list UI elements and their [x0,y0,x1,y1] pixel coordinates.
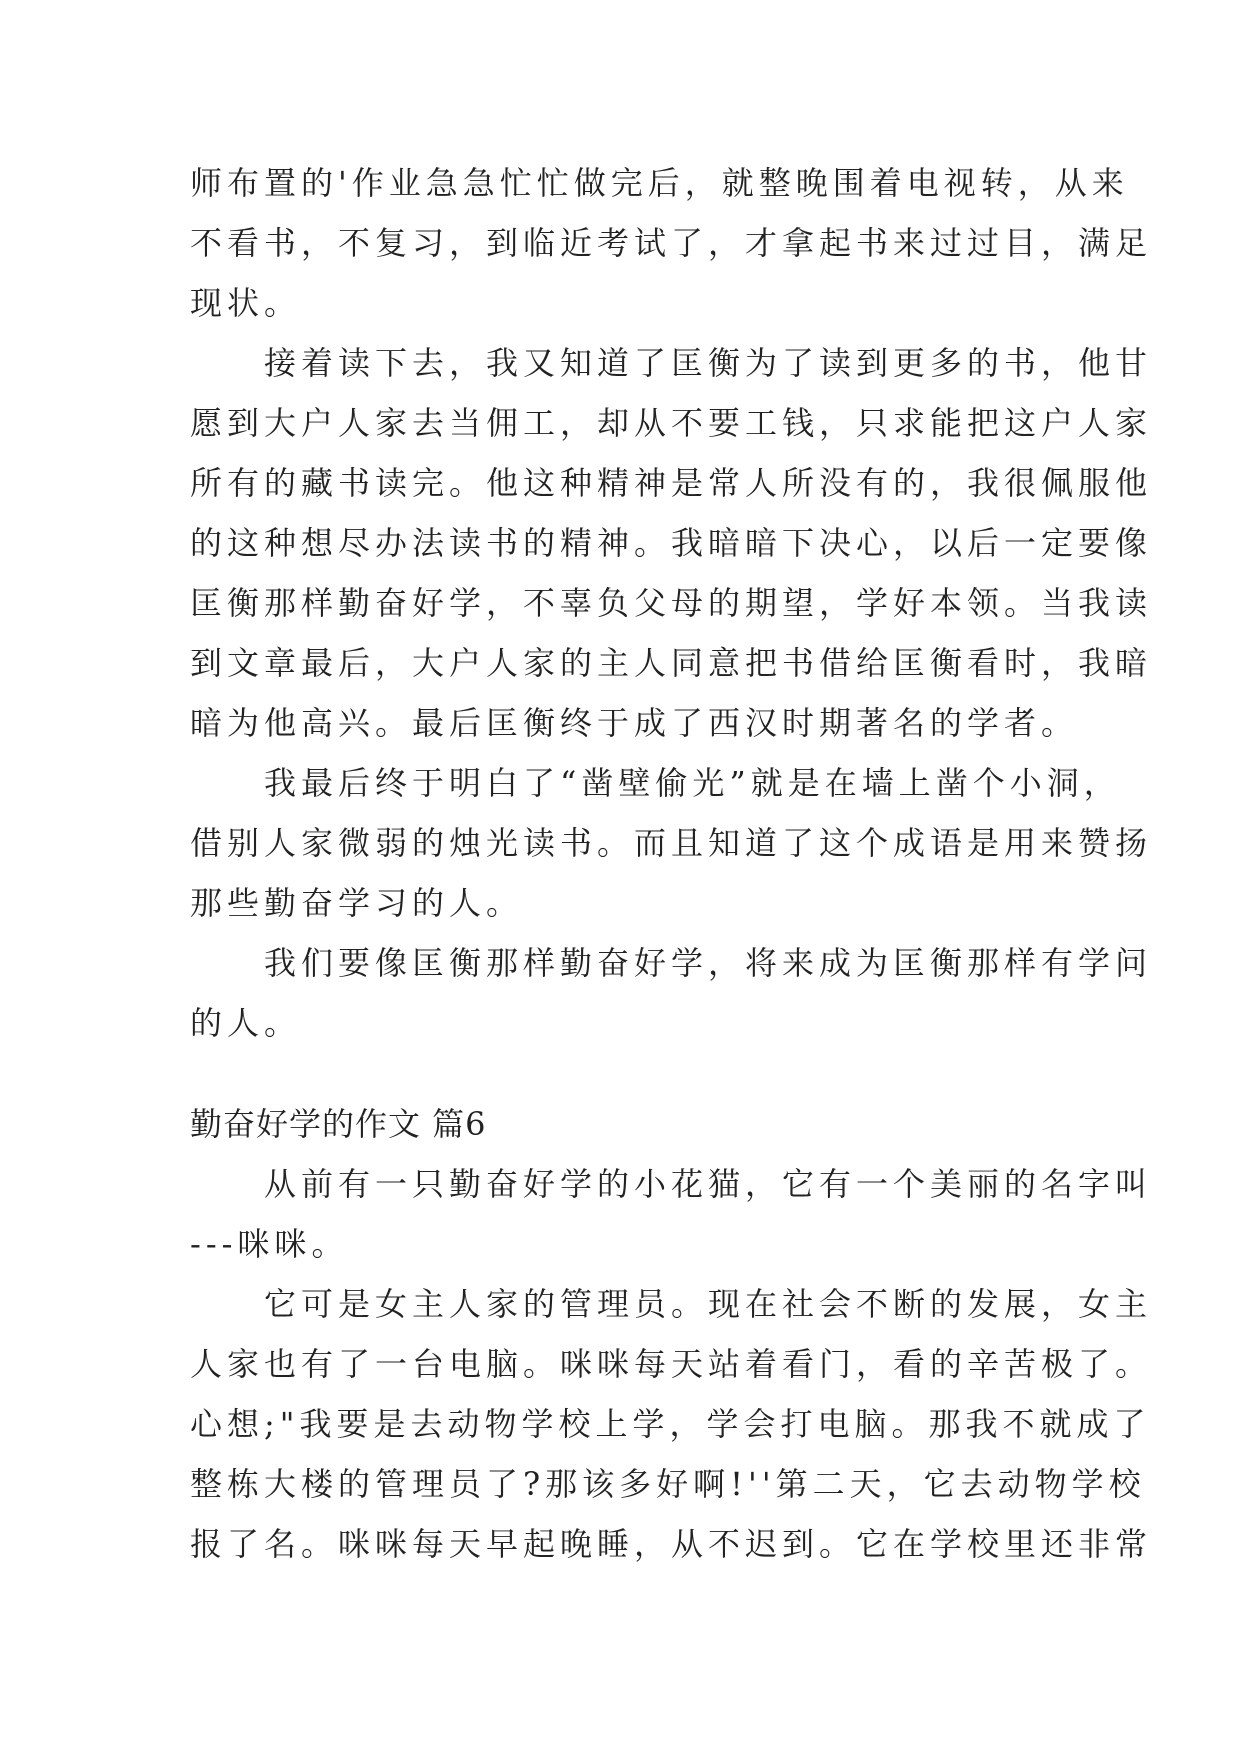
paragraph-line: 不看书，不复习，到临近考试了，才拿起书来过过目，满足 [190,224,1153,262]
paragraph-line: ---咪咪。 [190,1225,349,1263]
paragraph-line: 所有的藏书读完。他这种精神是常人所没有的，我很佩服他 [190,464,1153,502]
paragraph-line: 人家也有了一台电脑。咪咪每天站着看门，看的辛苦极了。 [190,1345,1153,1383]
paragraph-line: 到文章最后，大户人家的主人同意把书借给匡衡看时，我暗 [190,644,1153,682]
paragraph-line: 接着读下去，我又知道了匡衡为了读到更多的书，他甘 [190,344,1153,382]
paragraph-line: 我最后终于明白了“凿壁偷光”就是在墙上凿个小洞， [190,764,1121,802]
paragraph-line: 的人。 [190,1004,302,1042]
paragraph-line: 我们要像匡衡那样勤奋好学，将来成为匡衡那样有学问 [190,944,1153,982]
paragraph-line: 愿到大户人家去当佣工，却从不要工钱，只求能把这户人家 [190,404,1153,442]
paragraph-line: 心想;"我要是去动物学校上学，学会打电脑。那我不就成了 [190,1405,1151,1443]
paragraph-line: 暗为他高兴。最后匡衡终于成了西汉时期著名的学者。 [190,704,1079,742]
paragraph-line: 的这种想尽办法读书的精神。我暗暗下决心，以后一定要像 [190,524,1153,562]
paragraph-line: 从前有一只勤奋好学的小花猫，它有一个美丽的名字叫 [190,1165,1153,1203]
paragraph-line: 它可是女主人家的管理员。现在社会不断的发展，女主 [190,1285,1153,1323]
paragraph-line: 整栋大楼的管理员了?那该多好啊!''第二天，它去动物学校 [190,1465,1146,1503]
paragraph-line: 现状。 [190,284,302,322]
paragraph-line: 那些勤奋学习的人。 [190,884,524,922]
section-heading: 勤奋好学的作文 篇6 [190,1105,487,1143]
paragraph-line: 借别人家微弱的烛光读书。而且知道了这个成语是用来赞扬 [190,824,1153,862]
paragraph-line: 报了名。咪咪每天早起晚睡，从不迟到。它在学校里还非常 [190,1525,1153,1563]
paragraph-line: 师布置的'作业急急忙忙做完后，就整晚围着电视转，从来 [190,164,1129,202]
paragraph-line: 匡衡那样勤奋好学，不辜负父母的期望，学好本领。当我读 [190,584,1153,622]
